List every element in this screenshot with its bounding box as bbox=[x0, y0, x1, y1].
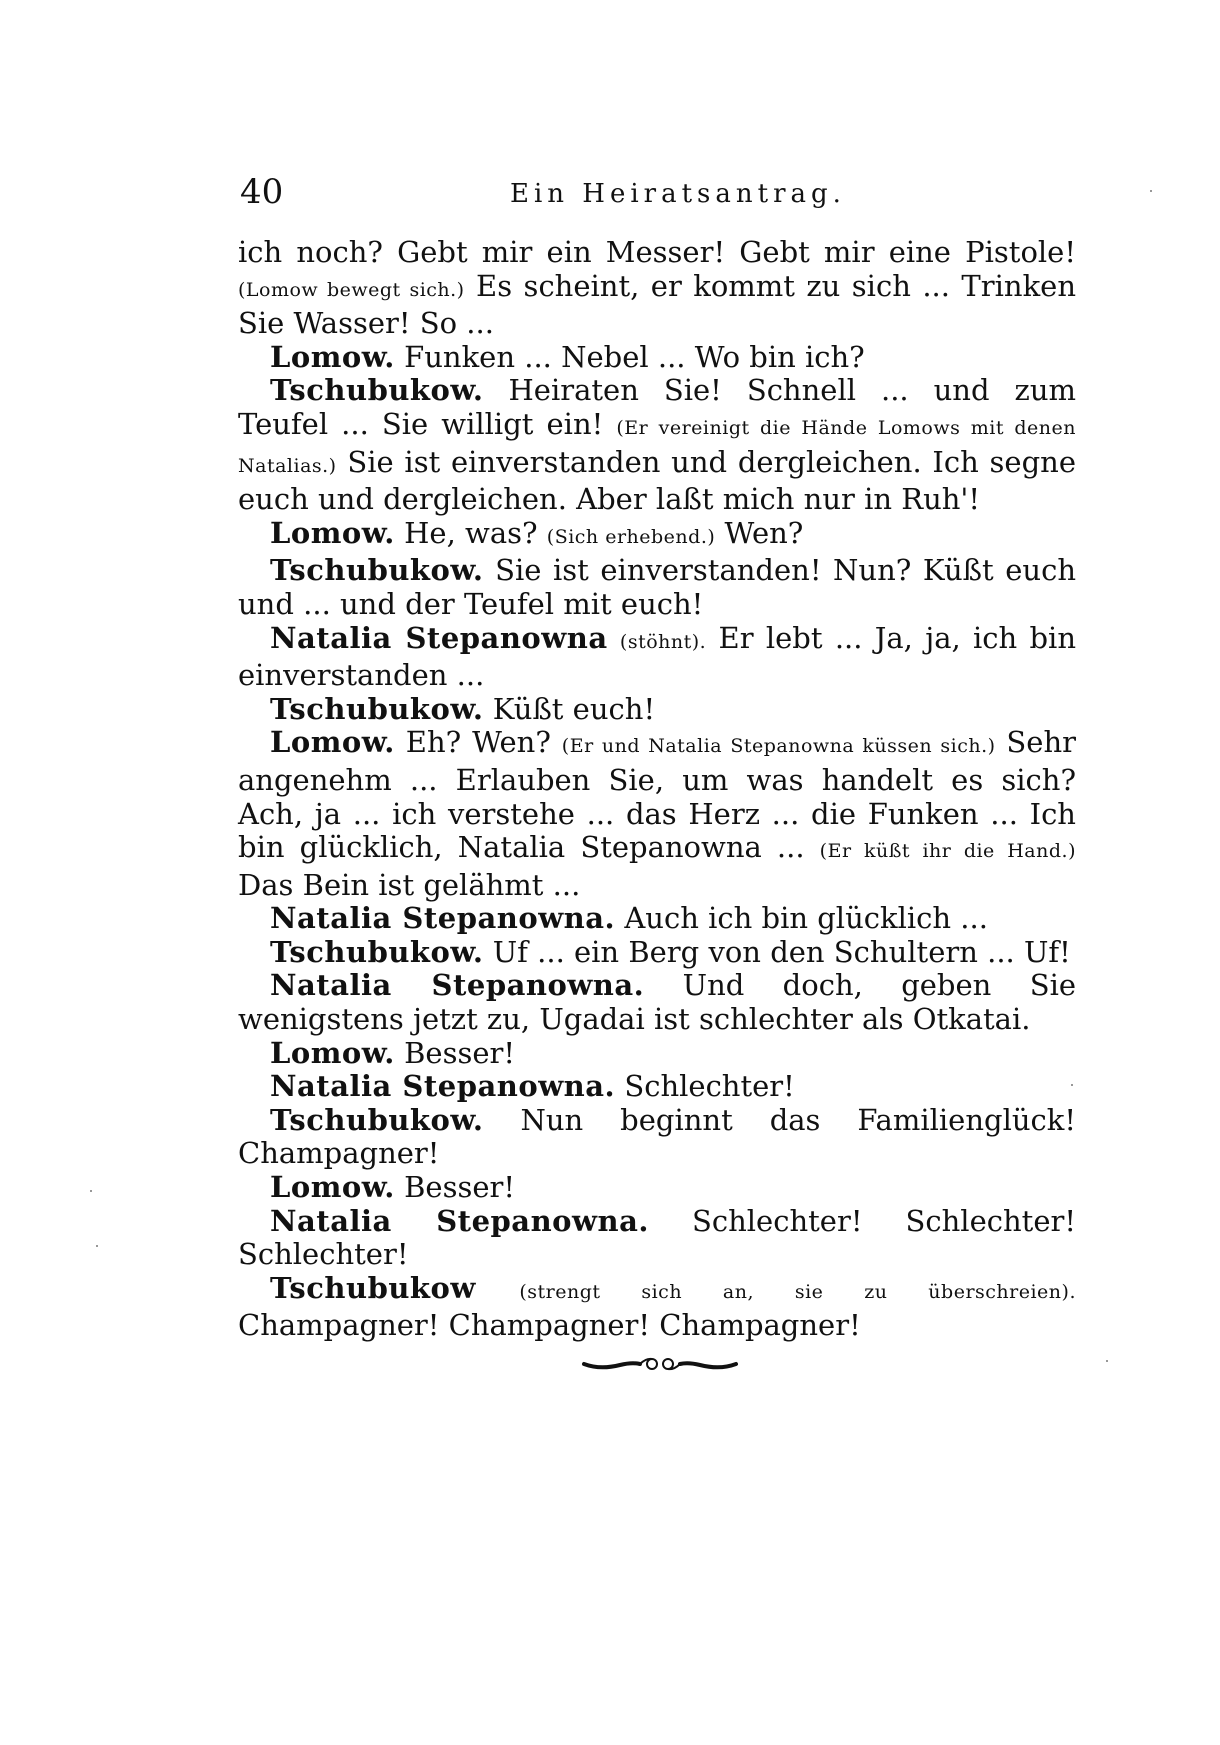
speaker-name: Tschubukow bbox=[270, 1270, 476, 1305]
spoken-text: Besser! bbox=[394, 1170, 516, 1205]
dialogue-paragraph bbox=[238, 726, 1076, 902]
speaker-name: Lomow. bbox=[270, 339, 395, 374]
spoken-text: Schlechter! Schlechter! Schlechter! bbox=[238, 1203, 1076, 1272]
spoken-text: Besser! bbox=[394, 1035, 516, 1070]
spoken-text: Schlechter! bbox=[615, 1069, 795, 1104]
spoken-text: Funken ... Nebel ... Wo bin ich? bbox=[394, 339, 865, 374]
dialogue-paragraph bbox=[238, 902, 1076, 936]
dialogue-paragraph bbox=[238, 1037, 1076, 1071]
dialogue-paragraph bbox=[238, 693, 1076, 727]
speaker-name: Tschubukow. bbox=[270, 1102, 484, 1137]
speaker-name: Lomow. bbox=[270, 515, 395, 550]
spoken-text: Auch ich bin glücklich ... bbox=[615, 901, 988, 936]
dialogue-paragraph bbox=[238, 517, 1076, 555]
speaker-name: Natalia Stepanowna. bbox=[270, 968, 645, 1003]
spoken-text: Sie ist einverstanden und dergleichen. Ich segne euch und dergleichen. Aber laßt mich nur in Ruh'! bbox=[238, 444, 1076, 517]
speaker-name: Tschubukow. bbox=[270, 553, 484, 588]
dialogue-paragraph bbox=[238, 1205, 1076, 1272]
spoken-text: Nun beginnt das Familienglück! Champagner! bbox=[238, 1102, 1076, 1171]
speaker-name: Tschubukow. bbox=[270, 373, 484, 408]
spoken-text: Es scheint, er kommt zu sich ... Trinken Sie Wasser! So ... bbox=[238, 268, 1076, 341]
spoken-text: Wen? bbox=[715, 515, 804, 550]
spoken-text: Uf ... ein Berg von den Schultern ... Uf! bbox=[483, 934, 1071, 969]
spoken-text: Eh? Wen? bbox=[394, 725, 562, 760]
speaker-name: Natalia Stepanowna. bbox=[270, 901, 616, 936]
dialogue-paragraph bbox=[238, 1171, 1076, 1205]
dialogue-paragraph bbox=[238, 341, 1076, 375]
page-header bbox=[240, 172, 1075, 216]
dialogue-paragraph bbox=[238, 236, 1076, 341]
spoken-text: Heiraten Sie! Schnell ... und zum Teufel ... Sie willigt ein! bbox=[238, 373, 1076, 441]
spoken-text: Sie ist einverstanden! Nun? Küßt euch und ... und der Teufel mit euch! bbox=[238, 553, 1076, 621]
speaker-name: Lomow. bbox=[270, 1170, 395, 1205]
speaker-name: Natalia Stepanowna. bbox=[270, 1203, 649, 1238]
dialogue-paragraph bbox=[238, 969, 1076, 1036]
dialogue-paragraph bbox=[238, 622, 1076, 693]
speaker-name: Tschubukow. bbox=[270, 934, 484, 969]
speaker-name: Lomow. bbox=[270, 1035, 395, 1070]
spoken-text: ich noch? Gebt mir ein Messer! Gebt mir eine Pistole! bbox=[238, 235, 1076, 269]
dialogue-paragraph bbox=[238, 1272, 1076, 1343]
stage-direction: (stöhnt). bbox=[619, 630, 707, 653]
dialogue-paragraph bbox=[238, 936, 1076, 970]
running-title: Ein Heiratsantrag. bbox=[510, 179, 846, 209]
stage-direction: (Er küßt ihr die Hand.) bbox=[819, 840, 1076, 863]
spoken-text bbox=[608, 621, 620, 655]
stage-direction: (Er vereinigt die Hände Lomows mit denen Natalias.) bbox=[238, 416, 1077, 477]
spoken-text bbox=[476, 1271, 520, 1305]
dialogue-text bbox=[238, 236, 1076, 1343]
spoken-text: Champagner! Champagner! Champagner! bbox=[238, 1308, 861, 1343]
dialogue-paragraph bbox=[238, 554, 1076, 621]
speaker-name: Natalia Stepanowna. bbox=[270, 1069, 616, 1104]
end-ornament-icon bbox=[580, 1352, 740, 1374]
spoken-text: He, was? bbox=[394, 515, 547, 550]
spoken-text: Sehr angenehm ... Erlauben Sie, um was handelt es sich? Ach, ja ... ich verstehe ... das Herz ... die Funken ... Ich bin glücklich, Natalia Stepanowna ... bbox=[238, 725, 1076, 865]
spoken-text: Das Bein ist gelähmt ... bbox=[238, 867, 581, 902]
spoken-text: Küßt euch! bbox=[483, 691, 656, 726]
speaker-name: Natalia Stepanowna bbox=[270, 620, 608, 655]
speaker-name: Tschubukow. bbox=[270, 691, 484, 726]
dialogue-paragraph bbox=[238, 1104, 1076, 1171]
dialogue-paragraph bbox=[238, 1070, 1076, 1104]
stage-direction: (Lomow bewegt sich.) bbox=[238, 278, 465, 301]
stage-direction: (strengt sich an, sie zu überschreien). bbox=[519, 1280, 1076, 1303]
stage-direction: (Sich erhebend.) bbox=[546, 525, 716, 548]
spoken-text: Er lebt ... Ja, ja, ich bin einverstanden ... bbox=[238, 620, 1077, 693]
spoken-text: Und doch, geben Sie wenigstens jetzt zu, Ugadai ist schlechter als Otkatai. bbox=[238, 968, 1077, 1037]
dialogue-paragraph bbox=[238, 374, 1076, 516]
stage-direction: (Er und Natalia Stepanowna küssen sich.) bbox=[561, 735, 996, 758]
speaker-name: Lomow. bbox=[270, 725, 395, 760]
page-number: 40 bbox=[240, 172, 284, 212]
